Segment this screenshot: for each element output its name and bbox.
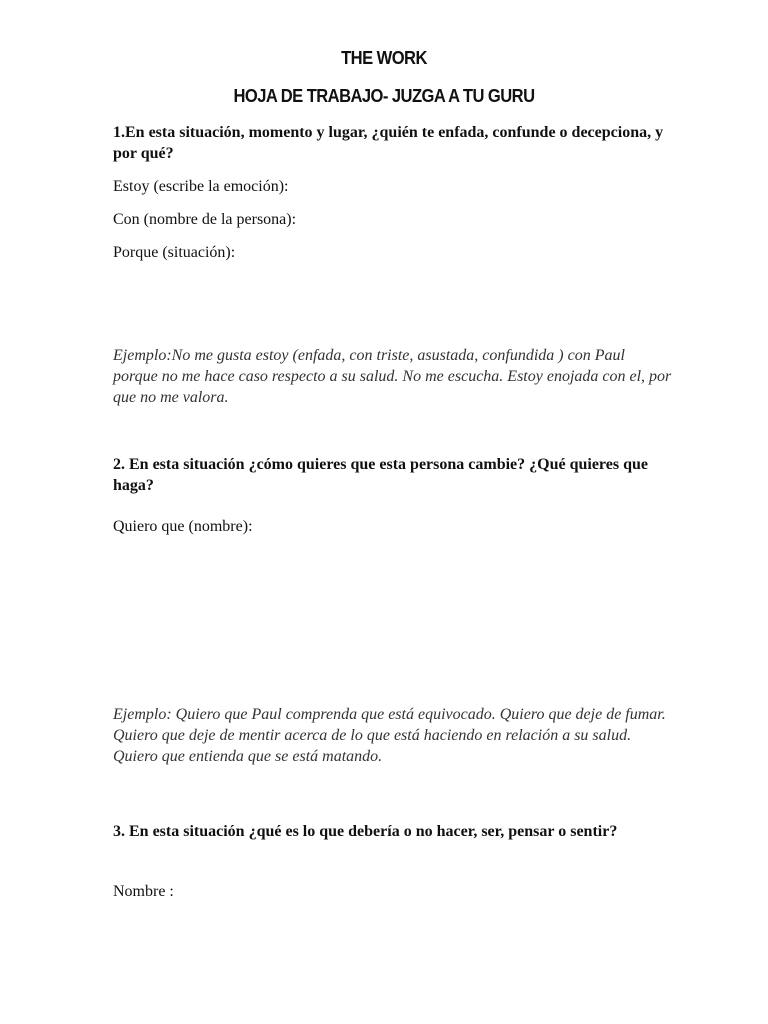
example-2: Ejemplo: Quiero que Paul comprenda que está equivocado. Quiero que deje de fumar. Quiero que deje de mentir acerca de lo que está haciendo en relación a su salud. Quiero que entienda que se está matando. [113,706,666,765]
field-name: Nombre : [113,883,174,900]
field-situation: Porque (situación): [113,244,236,261]
field-want-name: Quiero que (nombre): [113,518,253,535]
document-title: THE WORK [341,48,427,68]
document-subtitle: HOJA DE TRABAJO- JUZGA A TU GURU [233,86,535,106]
field-person-name: Con (nombre de la persona): [113,211,297,228]
question-1: 1.En esta situación, momento y lugar, ¿quién te enfada, confunde o decepciona, y por qué? [113,124,664,162]
example-1: Ejemplo:No me gusta estoy (enfada, con triste, asustada, confundida ) con Paul porque no me hace caso respecto a su salud. No me escucha. Estoy enojada con el, por que no me valora. [113,347,672,406]
question-2: 2. En esta situación ¿cómo quieres que esta persona cambie? ¿Qué quieres que haga? [113,456,648,494]
field-emotion: Estoy (escribe la emoción): [113,178,289,195]
question-3: 3. En esta situación ¿qué es lo que debería o no hacer, ser, pensar o sentir? [113,823,618,840]
